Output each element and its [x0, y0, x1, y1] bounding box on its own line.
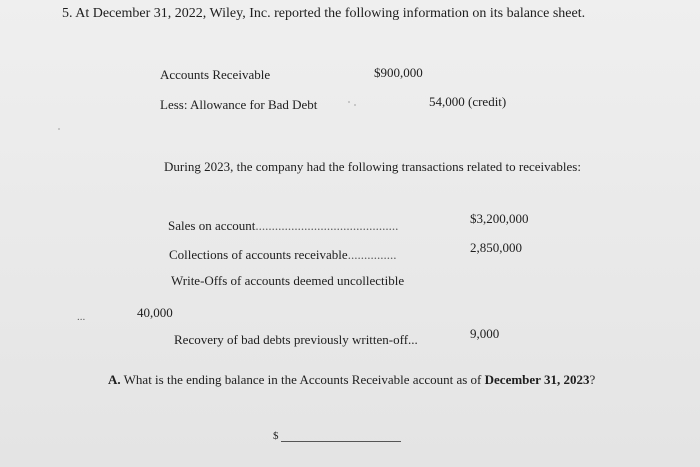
writeoffs-label: Write-Offs of accounts deemed uncollectible	[171, 273, 405, 288]
allowance-value: 54,000 (credit)	[429, 94, 507, 109]
transactions-intro: During 2023, the company had the following transactions related to receivables:	[164, 159, 581, 174]
more-icon[interactable]: ...	[77, 311, 86, 323]
answer-dollar-sign: $	[273, 430, 279, 442]
speck-mark	[348, 101, 350, 103]
collections-row	[169, 247, 396, 263]
allowance-label: Less: Allowance for Bad Debt	[160, 97, 318, 112]
question-text: What is the ending balance in the Accounts Receivable account as of	[120, 372, 485, 387]
problem-title: 5. At December 31, 2022, Wiley, Inc. reported the following information on its balance sheet.	[62, 6, 586, 21]
ar-label: Accounts Receivable	[160, 67, 271, 82]
sales-row	[168, 218, 398, 234]
question-suffix: ?	[589, 372, 596, 387]
collections-label: Collections of accounts receivable	[169, 247, 348, 262]
sales-label: Sales on account	[168, 218, 256, 233]
collections-dots: ...............	[347, 247, 397, 262]
speck-mark	[58, 128, 60, 130]
ar-value: $900,000	[374, 65, 423, 80]
question-date: December 31, 2023	[484, 372, 590, 387]
sales-dots: ............................................	[255, 218, 399, 233]
writeoffs-value: 40,000	[137, 305, 173, 320]
recovery-label: Recovery of bad debts previously written-off...	[174, 332, 418, 347]
sales-value: $3,200,000	[470, 211, 529, 226]
question-a	[108, 372, 595, 388]
answer-blank[interactable]	[281, 441, 401, 442]
collections-value: 2,850,000	[470, 240, 522, 255]
recovery-value: 9,000	[470, 326, 500, 341]
speck-mark	[354, 104, 356, 106]
question-prefix: A.	[108, 372, 121, 387]
